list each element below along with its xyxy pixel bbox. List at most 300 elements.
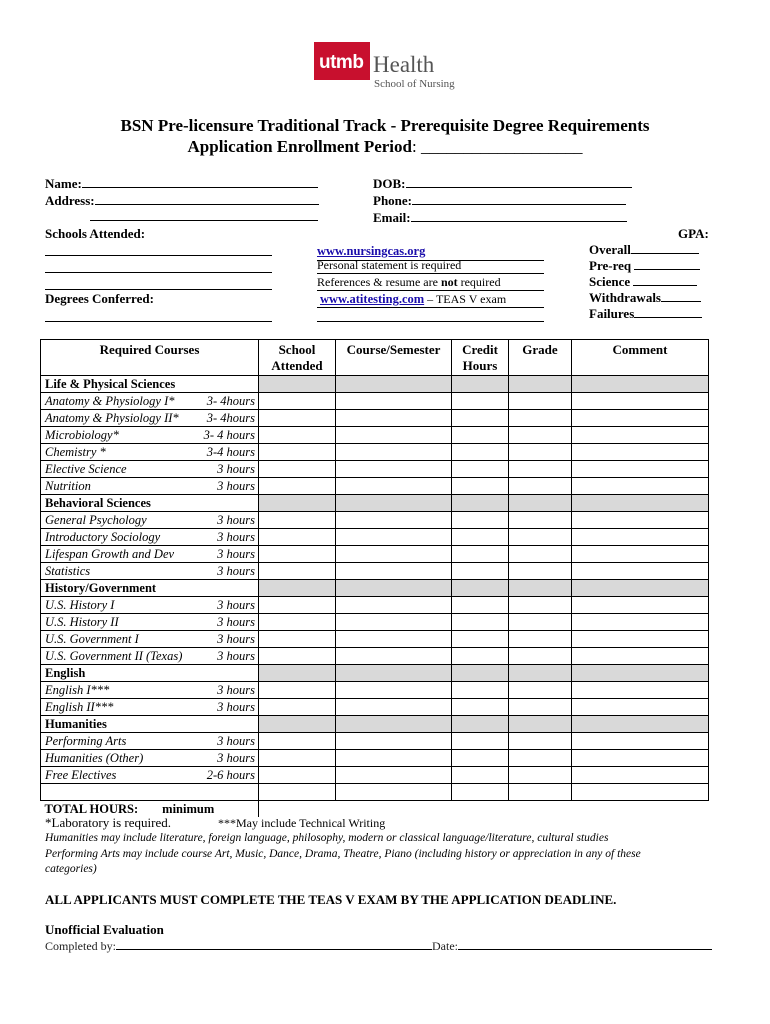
header-required-courses: Required Courses <box>41 340 259 376</box>
course-item <box>45 427 258 443</box>
checklist-line-5[interactable] <box>317 321 544 322</box>
school-attended-cell[interactable] <box>259 699 336 716</box>
school-attended-cell[interactable] <box>259 495 336 512</box>
category-label: English <box>45 666 86 680</box>
school-attended-cell[interactable] <box>259 444 336 461</box>
course-name-cell <box>41 410 259 427</box>
document-title: BSN Pre-licensure Traditional Track - Prerequisite Degree Requirements <box>120 116 650 135</box>
table-row <box>41 563 709 580</box>
comment-cell[interactable] <box>572 750 709 767</box>
course-name-cell <box>41 767 259 784</box>
course-item <box>45 767 258 783</box>
credit-hours-cell[interactable] <box>452 580 509 597</box>
email-field[interactable] <box>373 210 627 226</box>
completed-by-field[interactable] <box>45 939 712 954</box>
credit-hours-cell[interactable] <box>452 614 509 631</box>
school-attended-cell[interactable] <box>259 410 336 427</box>
gpa-prereq-label: Pre-req <box>589 258 632 273</box>
comment-cell[interactable] <box>572 410 709 427</box>
table-row <box>41 546 709 563</box>
table-row <box>41 427 709 444</box>
grade-cell[interactable] <box>509 699 572 716</box>
checklist-item-references <box>317 275 544 291</box>
course-semester-cell[interactable] <box>336 580 452 597</box>
category-label: Humanities <box>45 717 107 731</box>
course-semester-cell[interactable] <box>336 682 452 699</box>
address-field[interactable] <box>45 193 319 209</box>
course-label: U.S. History II <box>45 615 119 629</box>
checklist-item-teas <box>317 292 544 308</box>
course-semester-cell[interactable] <box>336 750 452 767</box>
dob-field[interactable] <box>373 176 632 192</box>
table-row <box>41 767 709 784</box>
header-credit-hours: Credit Hours <box>452 340 509 376</box>
course-hours: 3- 4hours <box>206 411 255 425</box>
enrollment-period <box>0 137 770 157</box>
school-attended-cell[interactable] <box>259 631 336 648</box>
course-item <box>45 546 258 562</box>
performing-arts-note: Performing Arts may include course Art, Music, Dance, Drama, Theatre, Piano (including history or appreciation in any of these <box>45 848 641 860</box>
course-label: Humanities (Other) <box>45 751 144 765</box>
credit-hours-cell[interactable] <box>452 750 509 767</box>
course-semester-cell[interactable] <box>336 512 452 529</box>
gpa-overall-label: Overall <box>589 242 631 257</box>
course-label: Lifespan Growth and Dev <box>45 547 175 561</box>
header-grade: Grade <box>509 340 572 376</box>
unofficial-evaluation-title: Unofficial Evaluation <box>45 922 164 937</box>
checklist-item-personal-statement <box>317 258 544 274</box>
grade-cell[interactable] <box>509 784 572 801</box>
comment-cell[interactable] <box>572 427 709 444</box>
course-hours: 3-4 hours <box>206 445 255 459</box>
grade-cell[interactable] <box>509 716 572 733</box>
grade-cell[interactable] <box>509 393 572 410</box>
school-attended-cell[interactable] <box>259 580 336 597</box>
course-semester-cell[interactable] <box>336 444 452 461</box>
comment-cell[interactable] <box>572 495 709 512</box>
school-attended-cell[interactable] <box>259 529 336 546</box>
course-name-cell <box>41 733 259 750</box>
credit-hours-cell[interactable] <box>452 376 509 393</box>
total-hours-label: TOTAL HOURS: <box>44 802 139 816</box>
date-label: Date: <box>432 939 458 953</box>
course-label: English II*** <box>45 700 114 714</box>
table-row <box>41 393 709 410</box>
comment-cell[interactable] <box>572 512 709 529</box>
credit-hours-cell[interactable] <box>452 410 509 427</box>
course-hours: 3 hours <box>217 615 255 629</box>
course-name-cell <box>41 750 259 767</box>
comment-cell[interactable] <box>572 733 709 750</box>
credit-hours-cell[interactable] <box>452 393 509 410</box>
course-label: Anatomy & Physiology I* <box>45 394 175 408</box>
schools-line-3[interactable] <box>45 289 272 290</box>
course-label: Chemistry * <box>45 445 106 459</box>
credit-hours-cell[interactable] <box>452 529 509 546</box>
course-name-cell <box>41 512 259 529</box>
school-attended-cell[interactable] <box>259 376 336 393</box>
category-label: Life & Physical Sciences <box>45 377 176 391</box>
course-label: Free Electives <box>45 768 117 782</box>
course-hours: 3 hours <box>217 632 255 646</box>
school-attended-cell[interactable] <box>259 665 336 682</box>
school-attended-cell[interactable] <box>259 512 336 529</box>
course-item <box>45 461 258 477</box>
course-item <box>45 444 258 460</box>
comment-cell[interactable] <box>572 478 709 495</box>
comment-cell[interactable] <box>572 699 709 716</box>
table-row <box>41 512 709 529</box>
course-semester-cell[interactable] <box>336 597 452 614</box>
course-hours: 3 hours <box>217 649 255 663</box>
comment-cell[interactable] <box>572 716 709 733</box>
course-item <box>45 478 258 494</box>
address-line-2[interactable] <box>90 220 318 221</box>
course-hours: 3 hours <box>217 513 255 527</box>
gpa-science-label: Science <box>589 274 631 289</box>
comment-cell[interactable] <box>572 376 709 393</box>
course-label: Nutrition <box>45 479 91 493</box>
course-label: General Psychology <box>45 513 147 527</box>
name-label: Name: <box>45 176 82 191</box>
course-label: Microbiology* <box>45 428 119 442</box>
school-attended-cell[interactable] <box>259 393 336 410</box>
credit-hours-cell[interactable] <box>452 461 509 478</box>
performing-arts-note-2: categories) <box>45 863 97 875</box>
grade-cell[interactable] <box>509 682 572 699</box>
school-attended-cell[interactable] <box>259 478 336 495</box>
header-course-semester: Course/Semester <box>336 340 452 376</box>
table-row <box>41 614 709 631</box>
school-attended-cell[interactable] <box>259 614 336 631</box>
credit-hours-cell[interactable] <box>452 478 509 495</box>
atitesting-link[interactable]: www.atitesting.com <box>320 292 425 306</box>
table-row <box>41 597 709 614</box>
table-row <box>41 444 709 461</box>
grade-cell[interactable] <box>509 648 572 665</box>
table-category-row <box>41 580 709 597</box>
course-semester-cell[interactable] <box>336 648 452 665</box>
course-item <box>45 614 258 630</box>
course-item <box>45 529 258 545</box>
course-name-cell <box>41 461 259 478</box>
course-name-cell <box>41 427 259 444</box>
course-semester-cell[interactable] <box>336 784 452 801</box>
course-semester-cell[interactable] <box>336 393 452 410</box>
grade-cell[interactable] <box>509 631 572 648</box>
comment-cell[interactable] <box>572 631 709 648</box>
school-attended-cell[interactable] <box>259 750 336 767</box>
course-semester-cell[interactable] <box>336 495 452 512</box>
course-label: U.S. History I <box>45 598 115 612</box>
school-attended-cell[interactable] <box>259 716 336 733</box>
grade-cell[interactable] <box>509 461 572 478</box>
gpa-withdrawals-label: Withdrawals <box>589 290 661 305</box>
comment-cell[interactable] <box>572 393 709 410</box>
course-hours: 3 hours <box>217 530 255 544</box>
lab-note: *Laboratory is required. <box>45 815 171 830</box>
course-table <box>40 339 709 817</box>
credit-hours-cell[interactable] <box>452 427 509 444</box>
phone-field[interactable] <box>373 193 626 209</box>
course-semester-cell[interactable] <box>336 410 452 427</box>
credit-hours-cell[interactable] <box>452 495 509 512</box>
course-name-cell <box>41 614 259 631</box>
course-name-cell <box>41 648 259 665</box>
course-label: Elective Science <box>45 462 127 476</box>
category-label: Behavioral Sciences <box>45 496 151 510</box>
credit-hours-cell[interactable] <box>452 597 509 614</box>
grade-cell[interactable] <box>509 478 572 495</box>
humanities-note: Humanities may include literature, foreign language, philosophy, modern or classical language/literature, cultural studies <box>45 832 609 844</box>
course-item <box>45 410 258 426</box>
table-row <box>41 648 709 665</box>
course-item <box>45 563 258 579</box>
table-row <box>41 784 709 801</box>
schools-line-2[interactable] <box>45 272 272 273</box>
comment-cell[interactable] <box>572 546 709 563</box>
course-name-cell <box>41 478 259 495</box>
course-label: Statistics <box>45 564 91 578</box>
course-label: Introductory Sociology <box>45 530 161 544</box>
course-semester-cell[interactable] <box>336 529 452 546</box>
references-not: not <box>440 275 458 289</box>
credit-hours-cell[interactable] <box>452 767 509 784</box>
course-item <box>45 631 258 647</box>
tech-writing-note: ***May include Technical Writing <box>218 816 386 830</box>
grade-cell[interactable] <box>509 444 572 461</box>
table-category-row <box>41 376 709 393</box>
course-item <box>45 750 258 766</box>
course-hours: 3 hours <box>217 700 255 714</box>
comment-cell[interactable] <box>572 529 709 546</box>
course-hours: 3 hours <box>217 683 255 697</box>
course-hours: 3- 4hours <box>206 394 255 408</box>
comment-cell[interactable] <box>572 614 709 631</box>
course-semester-cell[interactable] <box>336 546 452 563</box>
comment-cell[interactable] <box>572 461 709 478</box>
course-name-cell <box>41 665 259 682</box>
gpa-failures-field[interactable] <box>589 306 702 322</box>
credit-hours-cell[interactable] <box>452 682 509 699</box>
gpa-prereq-field[interactable] <box>589 258 700 274</box>
grade-cell[interactable] <box>509 597 572 614</box>
course-item <box>45 597 258 613</box>
course-hours: 3 hours <box>217 462 255 476</box>
table-row <box>41 461 709 478</box>
course-hours: 3 hours <box>217 564 255 578</box>
degrees-line[interactable] <box>45 321 272 322</box>
school-attended-cell[interactable] <box>259 427 336 444</box>
table-header-row <box>41 340 709 376</box>
credit-hours-cell[interactable] <box>452 648 509 665</box>
course-name-cell <box>41 495 259 512</box>
course-semester-cell[interactable] <box>336 563 452 580</box>
course-name-cell <box>41 716 259 733</box>
gpa-withdrawals-field[interactable] <box>589 290 701 306</box>
course-hours: 3- 4 hours <box>203 428 255 442</box>
schools-attended-label: Schools Attended: <box>45 226 146 241</box>
credit-hours-cell[interactable] <box>452 699 509 716</box>
course-hours: 3 hours <box>217 547 255 561</box>
course-name-cell <box>41 784 259 801</box>
course-item <box>45 512 258 528</box>
comment-cell[interactable] <box>572 682 709 699</box>
school-attended-cell[interactable] <box>259 682 336 699</box>
logo-health: Health <box>373 52 435 77</box>
course-hours: 2-6 hours <box>206 768 255 782</box>
completed-by-label: Completed by: <box>45 939 116 953</box>
course-item <box>45 393 258 409</box>
course-semester-cell[interactable] <box>336 376 452 393</box>
course-semester-cell[interactable] <box>336 733 452 750</box>
school-attended-cell[interactable] <box>259 767 336 784</box>
total-hours-minimum: minimum <box>162 802 215 816</box>
credit-hours-cell[interactable] <box>452 716 509 733</box>
credit-hours-cell[interactable] <box>452 665 509 682</box>
school-attended-cell[interactable] <box>259 597 336 614</box>
course-item <box>45 733 258 749</box>
credit-hours-cell[interactable] <box>452 733 509 750</box>
course-label: U.S. Government II (Texas) <box>45 649 183 663</box>
course-hours: 3 hours <box>217 479 255 493</box>
course-name-cell <box>41 699 259 716</box>
enrollment-period-blank: : ___________________ <box>412 137 583 156</box>
grade-cell[interactable] <box>509 546 572 563</box>
table-category-row <box>41 665 709 682</box>
credit-hours-cell[interactable] <box>452 512 509 529</box>
gpa-overall-field[interactable] <box>589 242 699 258</box>
email-label: Email: <box>373 210 411 225</box>
school-attended-cell[interactable] <box>259 784 336 801</box>
dob-label: DOB: <box>373 176 406 191</box>
category-label: History/Government <box>45 581 157 595</box>
course-name-cell <box>41 597 259 614</box>
header-school-attended: School Attended <box>259 340 336 376</box>
course-name-cell <box>41 376 259 393</box>
school-attended-cell[interactable] <box>259 546 336 563</box>
course-semester-cell[interactable] <box>336 631 452 648</box>
comment-cell[interactable] <box>572 767 709 784</box>
table-row <box>41 529 709 546</box>
course-semester-cell[interactable] <box>336 614 452 631</box>
personal-statement-text: Personal statement is required <box>317 258 462 272</box>
comment-cell[interactable] <box>572 563 709 580</box>
course-hours: 3 hours <box>217 734 255 748</box>
grade-cell[interactable] <box>509 733 572 750</box>
degrees-conferred-label: Degrees Conferred: <box>45 291 154 306</box>
grade-cell[interactable] <box>509 495 572 512</box>
gpa-label: GPA: <box>678 226 709 241</box>
comment-cell[interactable] <box>572 444 709 461</box>
course-name-cell <box>41 393 259 410</box>
credit-hours-cell[interactable] <box>452 784 509 801</box>
course-item <box>45 699 258 715</box>
table-row <box>41 750 709 767</box>
nursingcas-link[interactable]: www.nursingcas.org <box>317 244 426 258</box>
course-item <box>45 648 258 664</box>
course-label: English I*** <box>45 683 110 697</box>
table-row <box>41 733 709 750</box>
course-semester-cell[interactable] <box>336 699 452 716</box>
grade-cell[interactable] <box>509 614 572 631</box>
comment-cell[interactable] <box>572 580 709 597</box>
comment-cell[interactable] <box>572 784 709 801</box>
total-spacer <box>259 801 709 818</box>
credit-hours-cell[interactable] <box>452 444 509 461</box>
header-comment: Comment <box>572 340 709 376</box>
course-name-cell <box>41 682 259 699</box>
course-hours: 3 hours <box>217 751 255 765</box>
grade-cell[interactable] <box>509 767 572 784</box>
school-attended-cell[interactable] <box>259 648 336 665</box>
credit-hours-cell[interactable] <box>452 631 509 648</box>
course-hours: 3 hours <box>217 598 255 612</box>
course-name-cell <box>41 529 259 546</box>
table-category-row <box>41 716 709 733</box>
grade-cell[interactable] <box>509 529 572 546</box>
grade-cell[interactable] <box>509 376 572 393</box>
school-attended-cell[interactable] <box>259 733 336 750</box>
table-row <box>41 410 709 427</box>
course-semester-cell[interactable] <box>336 478 452 495</box>
schools-line-1[interactable] <box>45 255 272 256</box>
grade-cell[interactable] <box>509 665 572 682</box>
grade-cell[interactable] <box>509 512 572 529</box>
course-semester-cell[interactable] <box>336 427 452 444</box>
grade-cell[interactable] <box>509 427 572 444</box>
course-name-cell <box>41 631 259 648</box>
table-row <box>41 478 709 495</box>
course-semester-cell[interactable] <box>336 665 452 682</box>
address-label: Address: <box>45 193 95 208</box>
course-name-cell <box>41 546 259 563</box>
credit-hours-cell[interactable] <box>452 563 509 580</box>
table-row <box>41 682 709 699</box>
phone-label: Phone: <box>373 193 412 208</box>
table-row <box>41 699 709 716</box>
teas-notice: ALL APPLICANTS MUST COMPLETE THE TEAS V EXAM BY THE APPLICATION DEADLINE. <box>45 892 617 907</box>
comment-cell[interactable] <box>572 648 709 665</box>
references-text: References & resume are <box>317 275 441 289</box>
comment-cell[interactable] <box>572 597 709 614</box>
grade-cell[interactable] <box>509 580 572 597</box>
course-name-cell <box>41 563 259 580</box>
grade-cell[interactable] <box>509 750 572 767</box>
course-semester-cell[interactable] <box>336 461 452 478</box>
teas-text: – TEAS V exam <box>424 292 507 306</box>
course-label: Performing Arts <box>45 734 127 748</box>
gpa-failures-label: Failures <box>589 306 635 321</box>
grade-cell[interactable] <box>509 410 572 427</box>
gpa-science-field[interactable] <box>589 274 697 290</box>
grade-cell[interactable] <box>509 563 572 580</box>
course-name-cell <box>41 580 259 597</box>
school-attended-cell[interactable] <box>259 563 336 580</box>
course-semester-cell[interactable] <box>336 767 452 784</box>
table-category-row <box>41 495 709 512</box>
credit-hours-cell[interactable] <box>452 546 509 563</box>
comment-cell[interactable] <box>572 665 709 682</box>
course-item <box>45 682 258 698</box>
table-row <box>41 631 709 648</box>
course-semester-cell[interactable] <box>336 716 452 733</box>
course-label: U.S. Government I <box>45 632 139 646</box>
course-label: Anatomy & Physiology II* <box>45 411 179 425</box>
school-attended-cell[interactable] <box>259 461 336 478</box>
name-field[interactable] <box>45 176 318 192</box>
course-name-cell <box>41 444 259 461</box>
